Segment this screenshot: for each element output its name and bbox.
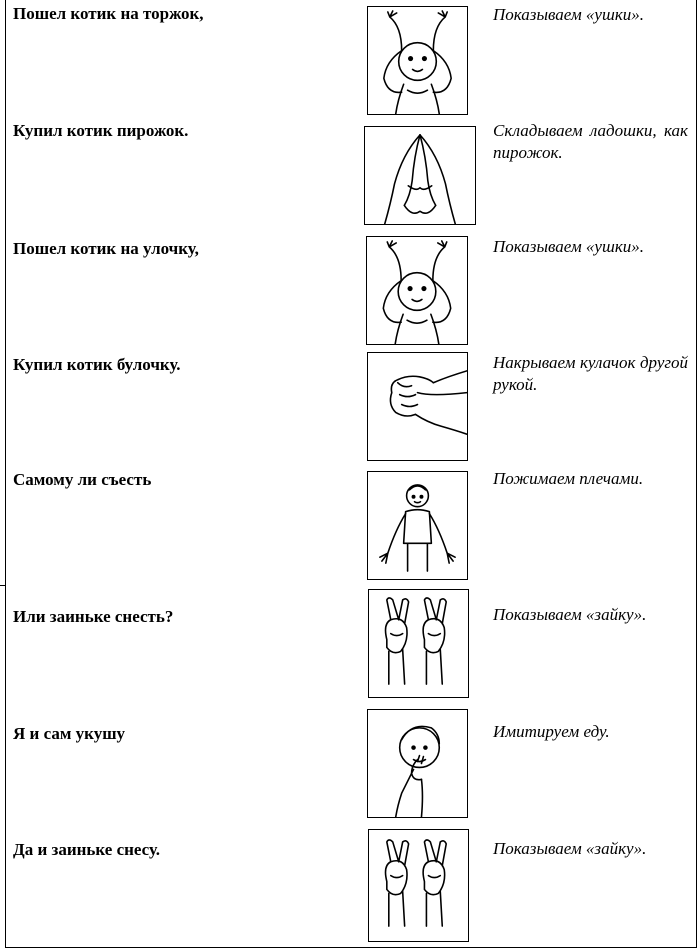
action-text-5: Пожимаем плечами.	[493, 469, 644, 488]
verse-line-4: Купил котик булочку.	[13, 355, 181, 374]
child-eating-icon	[367, 709, 468, 818]
verse-line-7: Я и сам укушу	[13, 724, 126, 743]
child-hands-as-ears-icon	[367, 6, 468, 115]
action-text-2: Складываем ладошки, как пирожок.	[493, 121, 688, 162]
action-text-4: Накрываем кулачок другой рукой.	[493, 353, 688, 394]
verse-line-1: Пошел котик на торжок,	[13, 4, 204, 23]
child-hands-as-ears-icon	[366, 236, 468, 345]
verse-line-3: Пошел котик на улочку,	[13, 239, 199, 258]
bunny-fingers-icon	[368, 829, 469, 942]
verse-line-2: Купил котик пирожок.	[13, 121, 189, 140]
verse-line-6: Или заиньке снесть?	[13, 607, 174, 626]
row-divider	[0, 585, 6, 586]
verse-line-5: Самому ли съесть	[13, 470, 152, 489]
verse-line-8: Да и заиньке снесу.	[13, 840, 161, 859]
child-shrugging-icon	[367, 471, 468, 580]
folded-palms-icon	[364, 126, 476, 225]
action-text-8: Показываем «зайку».	[493, 839, 647, 858]
action-text-6: Показываем «зайку».	[493, 605, 647, 624]
action-text-3: Показываем «ушки».	[493, 237, 645, 256]
action-text-1: Показываем «ушки».	[493, 5, 645, 24]
fist-covered-by-hand-icon	[367, 352, 468, 461]
action-text-7: Имитируем еду.	[493, 722, 610, 741]
bunny-fingers-icon	[368, 589, 469, 698]
